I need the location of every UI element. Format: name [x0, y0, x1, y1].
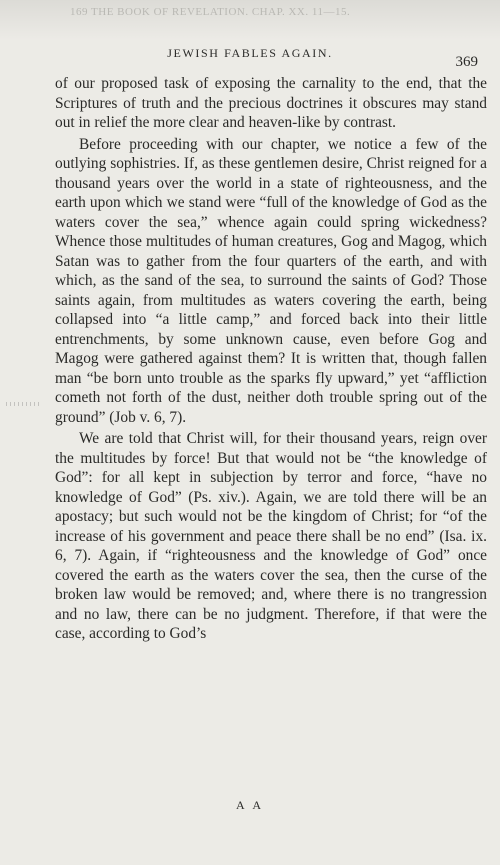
paragraph-continued: of our proposed task of exposing the carnality to the end, that the Scriptures of truth and the precious doctrines it obscures may stand out in relief the more clear and heaven-like by contrast. — [55, 75, 487, 131]
paragraph: We are told that Christ will, for their thousand years, reign over the multitudes by force! But that would not be “the knowledge of God”: for all kept in subjection by terror and force, “have no knowledge of God” (Ps. xiv.). Again, we are told there will be an apostacy; but such would not be the kingdom of Christ; for “of the increase of his government and peace there shall be no end” (Isa. ix. 6, 7). Again, if “righteousness and the knowledge of God” once covered the earth as the waters cover the sea, then the curse of the broken law would be removed; and, where there is no trangression and no law, there can be no judgment. Therefore, if that were the case, according to God’s — [55, 430, 487, 642]
running-head: JEWISH FABLES AGAIN. — [167, 46, 333, 60]
signature-mark: A A — [235, 798, 264, 812]
bleed-through-text: 169 THE BOOK OF REVELATION. CHAP. XX. 11—15. — [70, 6, 351, 18]
margin-speck — [6, 402, 40, 406]
facing-page-bleed-through — [0, 0, 500, 40]
body-text — [55, 74, 487, 644]
paragraph: Before proceeding with our chapter, we notice a few of the outlying sophistries. If, as these gentlemen desire, Christ reigned for a thousand years over the world in a state of righteousness, and the earth upon which we stand were “full of the knowledge of God as the waters cover the sea,” whence again could spring wickedness? Whence those multitudes of human creatures, Gog and Magog, which Satan was to gather from the four quarters of the earth, and with which, as the sand of the sea, to surround the saints of God? Those saints again, from multitudes as waters covering the earth, being collapsed into “a little camp,” and forced back into their little entrenchments, by some unknown cause, even before Gog and Magog were gathered against them? It is written that, though fallen man “be born unto trouble as the sparks fly upward,” yet “affliction cometh not forth of the dust, neither doth trouble spring out of the ground” (Job v. 6, 7). — [55, 135, 487, 426]
page-number: 369 — [455, 54, 478, 70]
